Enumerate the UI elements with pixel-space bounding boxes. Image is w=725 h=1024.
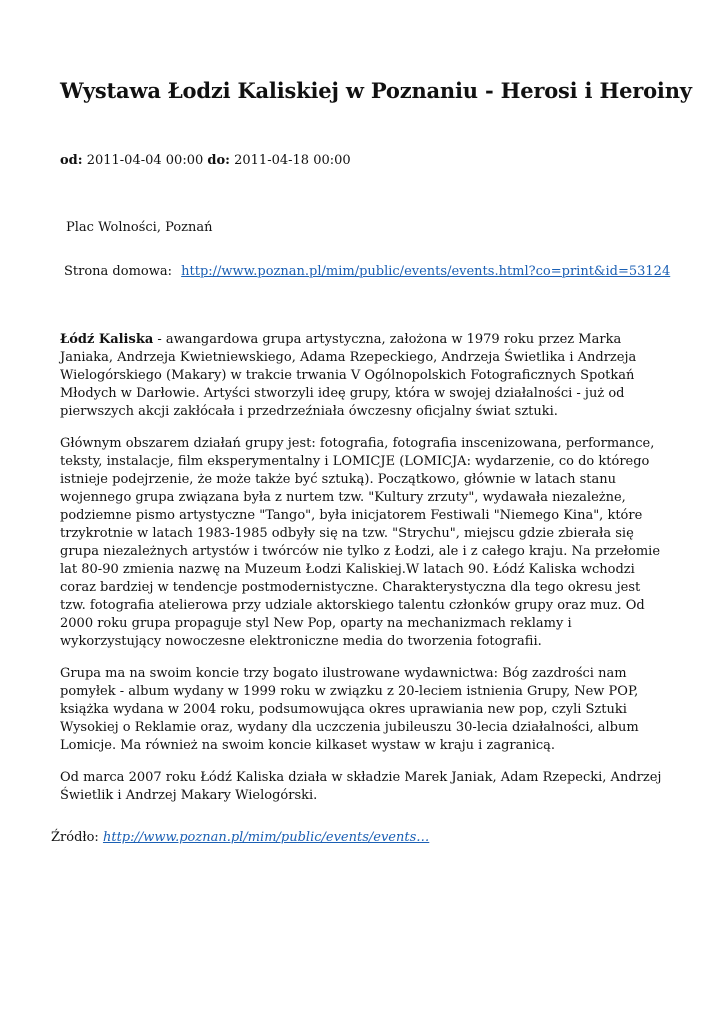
homepage-label: Strona domowa: xyxy=(64,264,172,279)
event-place: Plac Wolności, Poznań xyxy=(66,220,213,235)
to-label: do: xyxy=(207,153,230,168)
event-dates xyxy=(60,153,351,168)
from-value: 2011-04-04 00:00 xyxy=(86,153,204,168)
homepage-row xyxy=(64,264,670,279)
paragraph-1 xyxy=(60,331,670,421)
homepage-link[interactable]: http://www.poznan.pl/mim/public/events/events.html?co=print&id=53124 xyxy=(181,264,671,279)
source-label: Źródło: xyxy=(51,830,99,845)
article-body xyxy=(60,331,670,819)
source-link[interactable]: http://www.poznan.pl/mim/public/events/events… xyxy=(102,830,430,845)
paragraph-2: Głównym obszarem działań grupy jest: fotografia, fotografia inscenizowana, performance, teksty, instalacje, film eksperymentalny i LOMICJE (LOMICJA: wydarzenie, co do którego istnieje podejrzenie, że może także być sztuką). Początkowo, głównie w latach stanu wojennego grupa związana była z nurtem tzw. "Kultury zrzuty", wydawała niezależne, podziemne pismo artystyczne "Tango", była inicjatorem Festiwali "Niemego Kina", które trzykrotnie w latach 1983-1985 odbyły się na tzw. "Strychu", miejscu gdzie zbierała się grupa niezależnych artystów i twórców nie tylko z Łodzi, ale i z całego kraju. Na przełomie lat 80-90 zmienia nazwę na Muzeum Łodzi Kaliskiej.W latach 90. Łódź Kaliska wchodzi coraz bardziej w tendencje postmodernistyczne. Charakterystyczna dla tego okresu jest tzw. fotografia atelierowa przy udziale aktorskiego talentu członków grupy oraz muz. Od 2000 roku grupa propaguje styl New Pop, oparty na mechanizmach reklamy i wykorzystujący nowoczesne elektroniczne media do tworzenia fotografii. xyxy=(60,436,661,649)
from-label: od: xyxy=(60,153,83,168)
paragraph-1-text: - awangardowa grupa artystyczna, założona w 1979 roku przez Marka Janiaka, Andrzeja Kwietniewskiego, Adama Rzepeckiego, Andrzeja Świetlika i Andrzeja Wielogórskiego (Makary) w trakcie trwania V Ogólnopolskich Fotograficznych Spotkań Młodych w Darłowie. Artyści stworzyli ideę grupy, która w swojej działalności - już od pierwszych akcji zakłócała i przedrzeźniała ówczesny oficjalny świat sztuki. xyxy=(60,332,637,419)
to-value: 2011-04-18 00:00 xyxy=(234,153,351,168)
paragraph-3: Grupa ma na swoim koncie trzy bogato ilustrowane wydawnictwa: Bóg zazdrości nam pomyłek - album wydany w 1999 roku w związku z 20-leciem istnienia Grupy, New POP, książka wydana w 2004 roku, podsumowująca okres uprawiania new pop, czyli Sztuki Wysokiej o Reklamie oraz, wydany dla uczczenia jubileuszu 30-lecia działalności, album Lomicje. Ma również na swoim koncie kilkaset wystaw w kraju i zagranicą. xyxy=(60,666,639,753)
page-title: Wystawa Łodzi Kaliskiej w Poznaniu - Herosi i Heroiny xyxy=(60,78,692,103)
paragraph-4: Od marca 2007 roku Łódź Kaliska działa w składzie Marek Janiak, Adam Rzepecki, Andrzej Świetlik i Andrzej Makary Wielogórski. xyxy=(60,770,662,803)
source-row xyxy=(51,830,429,845)
paragraph-1-lead: Łódź Kaliska xyxy=(60,332,154,347)
